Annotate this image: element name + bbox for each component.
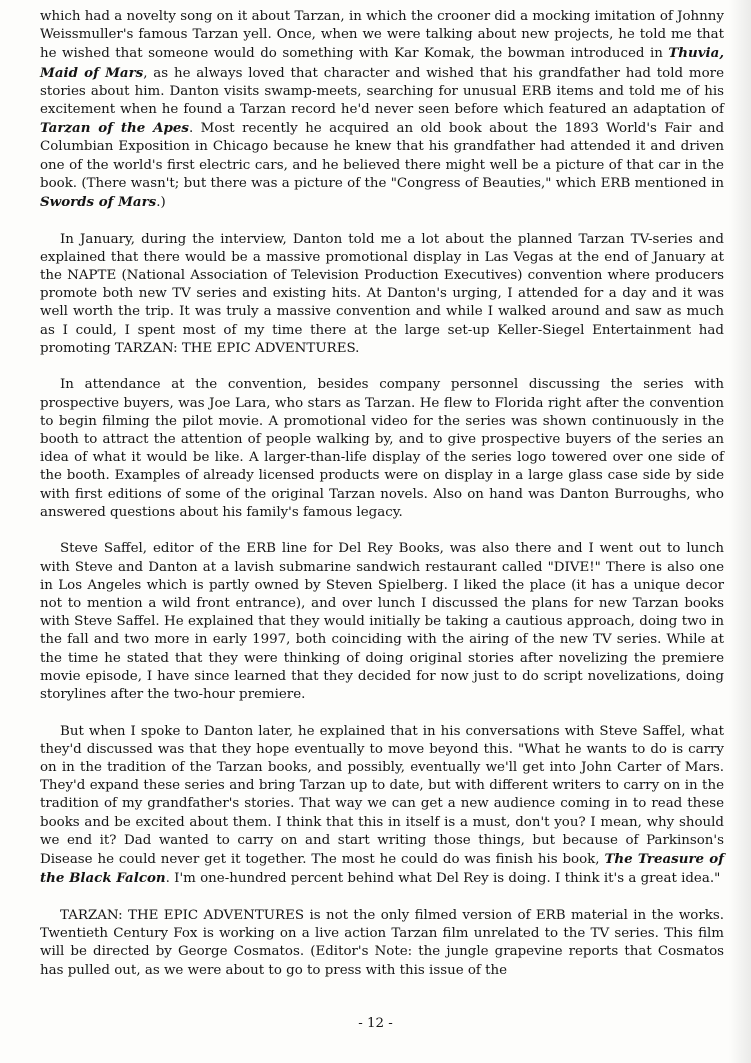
paragraph-1-text-d: .) bbox=[156, 195, 166, 211]
paragraph-1 bbox=[40, 8, 724, 212]
book-title-thuvia: Thuvia, Maid of Mars bbox=[40, 45, 724, 81]
paragraph-5-text-a: But when I spoke to Danton later, he explained that in his conversations with Steve Saffel, what they'd discussed was that they hope eventually to move beyond this. "What he wants to do is carry on in the tradition of the Tarzan books, and possibly, eventually we'll get into John Carter of Mars. They'd expand these series and bring Tarzan up to date, but with different writers to carry on in the tradition of my grandfather's stories. That way we can get a new audience coming in to read these books and be excited about them. I think that this in itself is a must, don't you? I mean, why should we end it? Dad wanted to carry on and start writing those things, but because of Parkinson's Disease he could never get it together. The most he could do was finish his book, bbox=[40, 723, 724, 868]
paragraph-3-text: In attendance at the convention, besides company personnel discussing the series with prospective buyers, was Joe Lara, who stars as Tarzan. He flew to Florida right after the convention to begin filming the pilot movie. A promotional video for the series was shown continuously in the booth to attract the attention of people walking by, and to give prospective buyers of the series an idea of what it would be like. A larger-than-life display of the series logo towered over one side of the booth. Examples of already licensed products were on display in a large glass case side by side with first editions of some of the original Tarzan novels. Also on hand was Danton Burroughs, who answered questions about his family's famous legacy. bbox=[40, 377, 724, 520]
paragraph-5-text-b: . I'm one-hundred percent behind what Del Rey is doing. I think it's a great idea." bbox=[165, 871, 721, 887]
page-number: - 12 - bbox=[358, 1016, 393, 1031]
paragraph-1-text-c: . Most recently he acquired an old book about the 1893 World's Fair and Columbian Exposition in Chicago because he knew that his grandfather had attended it and driven one of the world's first electric cars, and he believed there might well be a picture of that car in the book. (There wasn't; but there was a picture of the "Congress of Beauties," which ERB mentioned in bbox=[40, 121, 725, 191]
paragraph-5 bbox=[40, 723, 724, 889]
book-title-swords-of-mars: Swords of Mars bbox=[40, 194, 157, 211]
paragraph-1-text-b: , as he always loved that character and wished that his grandfather had told more stories about him. Danton visits swamp-meets, searching for unusual ERB items and told me of his excitement when he found a Tarzan record he'd never seen before which featured an adaptation of bbox=[40, 65, 724, 118]
paragraph-4-text: Steve Saffel, editor of the ERB line for Del Rey Books, was also there and I went out to lunch with Steve and Danton at a lavish submarine sandwich restaurant called "DIVE!" There is also one in Los Angeles which is partly owned by Steven Spielberg. I liked the place (it has a unique decor not to mention a wild front entrance), and over lunch I discussed the plans for new Tarzan books with Steve Saffel. He explained that they would initially be taking a cautious approach, doing two in the fall and two more in early 1997, both coinciding with the airing of the new TV series. While at the time he stated that they were thinking of doing original stories after novelizing the premiere movie episode, I have since learned that they decided for now just to do script novelizations, doing storylines after the two-hour premiere. bbox=[40, 541, 724, 703]
paragraph-6-text: TARZAN: THE EPIC ADVENTURES is not the only filmed version of ERB material in the works. Twentieth Century Fox is working on a live action Tarzan film unrelated to the TV series. This film will be directed by George Cosmatos. (Editor's Note: the jungle grapevine reports that Cosmatos has pulled out, as we were about to go to press with this issue of the bbox=[40, 907, 724, 978]
paragraph-1-text-a: which had a novelty song on it about Tarzan, in which the crooner did a mocking imitation of Johnny Weissmuller's famous Tarzan yell. Once, when we were talking about new projects, he told me that he wished that someone would do something with Kar Komak, the bowman introduced in bbox=[40, 9, 724, 62]
article-body bbox=[40, 8, 724, 998]
paragraph-6 bbox=[40, 907, 724, 980]
paragraph-3 bbox=[40, 376, 724, 522]
paragraph-4 bbox=[40, 540, 724, 704]
paragraph-2 bbox=[40, 231, 724, 358]
paragraph-2-text: In January, during the interview, Danton told me a lot about the planned Tarzan TV-series and explained that there would be a massive promotional display in Las Vegas at the end of January at the NAPTE (National Association of Television Production Executives) convention where producers promote both new TV series and existing hits. At Danton's urging, I attended for a day and it was well worth the trip. It was truly a massive convention and while I walked around and saw as much as I could, I spent most of my time there at the large set-up Keller-Siegel Entertainment had promoting TARZAN: THE EPIC ADVENTURES. bbox=[40, 231, 724, 356]
book-title-treasure-of-the-black-falcon: The Treasure of the Black Falcon bbox=[40, 851, 724, 887]
book-title-tarzan-of-the-apes: Tarzan of the Apes bbox=[40, 120, 189, 137]
scan-edge-shadow bbox=[729, 0, 751, 1063]
